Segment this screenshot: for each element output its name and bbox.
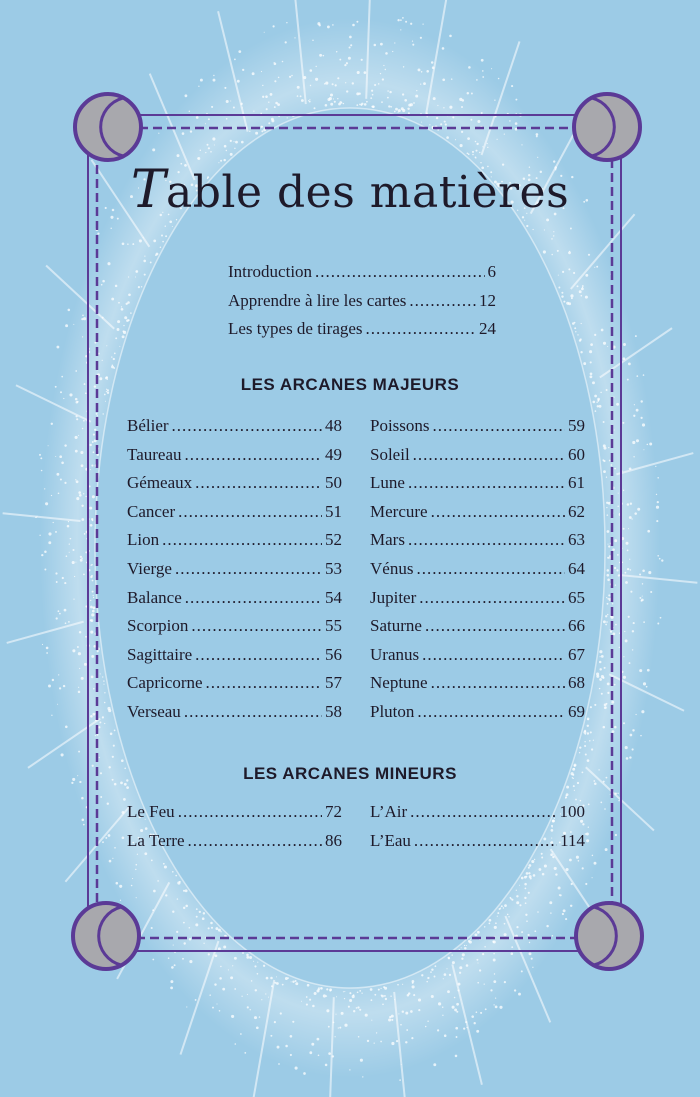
toc-entry[interactable]: Sagittaire ..... 56 xyxy=(127,641,342,670)
toc-entry[interactable]: Soleil ..... 60 xyxy=(370,441,585,470)
toc-entry[interactable]: Pluton ..... 69 xyxy=(370,698,585,727)
toc-entry[interactable]: Les types de tirages ..... 24 xyxy=(228,315,496,344)
toc-entry[interactable]: Vierge ..... 53 xyxy=(127,555,342,584)
toc-entry[interactable]: Lion ..... 52 xyxy=(127,526,342,555)
toc-entry[interactable]: Mars ..... 63 xyxy=(370,526,585,555)
section-heading-mineurs: LES ARCANES MINEURS xyxy=(243,764,457,783)
section-heading-majeurs: LES ARCANES MAJEURS xyxy=(240,375,460,394)
moon-crescent-icon xyxy=(576,903,642,969)
mineurs-left-column xyxy=(127,798,342,855)
toc-entry[interactable]: Lune ..... 61 xyxy=(370,469,585,498)
intro-list xyxy=(228,258,496,344)
toc-entry[interactable]: Uranus ..... 67 xyxy=(370,641,585,670)
toc-entry[interactable]: Scorpion ..... 55 xyxy=(127,612,342,641)
moon-crescent-icon xyxy=(574,94,640,160)
majeurs-right-column xyxy=(370,412,585,727)
toc-entry[interactable]: L’Air ..... 100 xyxy=(370,798,585,827)
toc-entry[interactable]: Le Feu ..... 72 xyxy=(127,798,342,827)
mineurs-right-column xyxy=(370,798,585,855)
moon-crescent-icon xyxy=(75,94,141,160)
title-initial: T xyxy=(130,160,166,220)
toc-entry[interactable]: Cancer ..... 51 xyxy=(127,498,342,527)
toc-entry[interactable]: Gémeaux ..... 50 xyxy=(127,469,342,498)
toc-entry[interactable]: Introduction ..... 6 xyxy=(228,258,496,287)
toc-entry[interactable]: L’Eau ..... 114 xyxy=(370,827,585,856)
toc-entry[interactable]: Mercure ..... 62 xyxy=(370,498,585,527)
toc-entry[interactable]: Verseau ..... 58 xyxy=(127,698,342,727)
toc-entry[interactable]: Apprendre à lire les cartes ..... 12 xyxy=(228,287,496,316)
toc-entry[interactable]: Jupiter ..... 65 xyxy=(370,584,585,613)
toc-entry[interactable]: Saturne ..... 66 xyxy=(370,612,585,641)
title-rest: able des matières xyxy=(166,167,570,218)
toc-entry[interactable]: Vénus ..... 64 xyxy=(370,555,585,584)
toc-entry[interactable]: Balance ..... 54 xyxy=(127,584,342,613)
toc-entry[interactable]: Bélier ..... 48 xyxy=(127,412,342,441)
toc-entry[interactable]: La Terre ..... 86 xyxy=(127,827,342,856)
moon-crescent-icon xyxy=(73,903,139,969)
toc-entry[interactable]: Poissons ..... 59 xyxy=(370,412,585,441)
toc-entry[interactable]: Neptune ..... 68 xyxy=(370,669,585,698)
majeurs-left-column xyxy=(127,412,342,727)
page-title xyxy=(0,160,700,220)
toc-entry[interactable]: Taureau ..... 49 xyxy=(127,441,342,470)
toc-entry[interactable]: Capricorne ..... 57 xyxy=(127,669,342,698)
